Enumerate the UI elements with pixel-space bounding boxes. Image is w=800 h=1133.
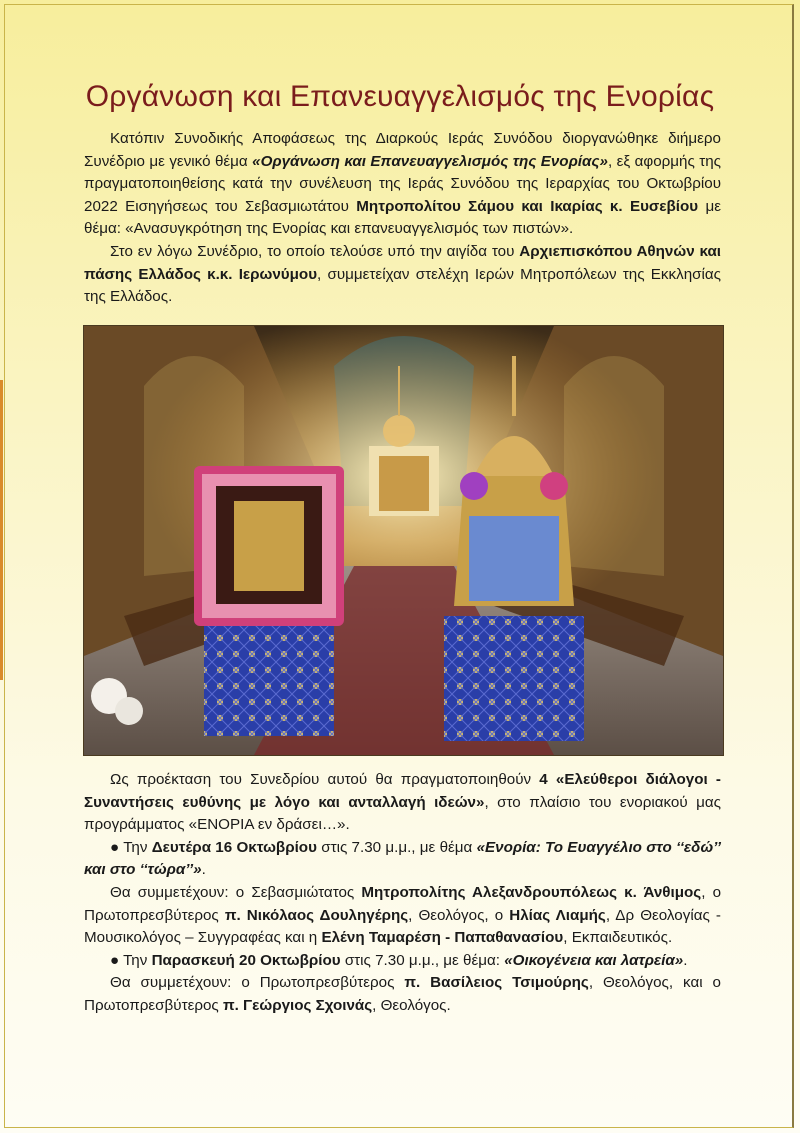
text-run: Κατόπιν Συνοδικής Αποφάσεως της Διαρκούς Ιεράς Συνόδου διοργανώθηκε διήμερο Συνέδριο με γενικό θέμα [84,130,721,170]
event-2-speakers [84,972,721,1017]
speaker-name: π. Βασίλειος Τσιμούρης [404,974,589,992]
intro-paragraph-1 [84,128,721,241]
speaker-name: Μητροπολίτης Αλεξανδρουπόλεως κ. Άνθιμος [361,883,702,901]
text-run: με θέμα: «Ανασυγκρότηση της Ενορίας και επανευαγγελισμός των πιστών». [84,197,721,238]
speaker-name: π. Γεώργιος Σχοινάς [222,996,373,1014]
text-run: , Θεολόγος, και ο Πρωτοπρεσβύτερος [84,974,721,1014]
text-run: Θα συμμετέχουν: ο Πρωτοπρεσβύτερος [110,974,405,992]
side-accent-bar [0,380,3,680]
text-run: Την [119,838,152,856]
church-interior-photo [83,325,724,756]
page-title: Οργάνωση και Επανευαγγελισμός της Ενορίας [85,80,715,113]
text-run: Ως προέκταση του Συνεδρίου αυτού θα πραγματοποιηθούν [110,771,540,788]
text-run: , Εκπαιδευτικός. [563,929,673,947]
text-run: , συμμετείχαν στελέχη Ιερών Μητροπόλεων της Εκκλησίας της Ελλάδος. [84,265,721,306]
text-run: , Θεολόγος, ο [408,906,510,924]
text-run: Την [119,951,152,969]
event-2-date: Παρασκευή 20 Οκτωβρίου [151,951,341,969]
speaker-name: Ελένη Ταμαρέση - Παπαθανασίου [321,929,564,947]
text-run: . [201,861,206,879]
events-text [84,769,721,1018]
event-1-speakers [84,882,721,950]
text-run: Θα συμμετέχουν: ο Σεβασμιώτατος [110,883,362,901]
events-intro-paragraph [84,769,721,837]
event-2 [84,950,721,973]
text-run: , στο πλαίσιο του ενοριακού μας προγράμματος «ΕΝΟΡΙΑ εν δράσει…». [84,793,722,834]
conference-theme: «Οργάνωση και Επανευαγγελισμός της Ενορίας» [252,152,608,170]
text-run: . [683,951,688,969]
event-1-theme: «Ενορία: Το Ευαγγέλιο στο ‘‘εδώ’’ και στο ‘‘τώρα’’» [84,838,721,879]
event-1 [84,837,721,882]
speaker-name: Ηλίας Λιαμής [509,906,606,924]
intro-text [84,128,721,309]
speaker-name: π. Νικόλαος Δουληγέρης [224,906,409,924]
text-run: , Θεολόγος. [372,996,451,1014]
bullet-icon: ● [110,838,120,856]
bullet-icon: ● [110,951,120,969]
text-run: , ο Πρωτοπρεσβύτερος [84,883,722,924]
event-2-theme: «Οικογένεια και λατρεία» [504,951,684,969]
text-run: , Δρ Θεολογίας - Μουσικολόγος – Συγγραφέας και η [84,906,721,947]
text-run: στις 7.30 μ.μ., με θέμα [316,838,477,856]
archbishop-name: Αρχιεπισκόπου Αθηνών και πάσης Ελλάδος κ.κ. Ιερωνύμου [84,242,722,283]
series-title: 4 «Ελεύθεροι διάλογοι - Συναντήσεις ευθύνης με λόγο και ανταλλαγή ιδεών» [84,771,721,811]
metropolitan-name: Μητροπολίτου Σάμου και Ικαρίας κ. Ευσεβίου [356,197,699,215]
text-run: Στο εν λόγω Συνέδριο, το οποίο τελούσε υπό την αιγίδα του [110,242,520,260]
text-run: , εξ αφορμής της πραγματοποιηθείσης κατά την συνέλευση της Ιεράς Συνόδου της Ιεραρχίας του Οκτωβρίου 2022 Εισηγήσεως του Σεβασμιωτάτου [84,152,722,215]
intro-paragraph-2 [84,241,721,309]
text-run: στις 7.30 μ.μ., με θέμα: [340,951,505,969]
event-1-date: Δευτέρα 16 Οκτωβρίου [151,838,317,856]
